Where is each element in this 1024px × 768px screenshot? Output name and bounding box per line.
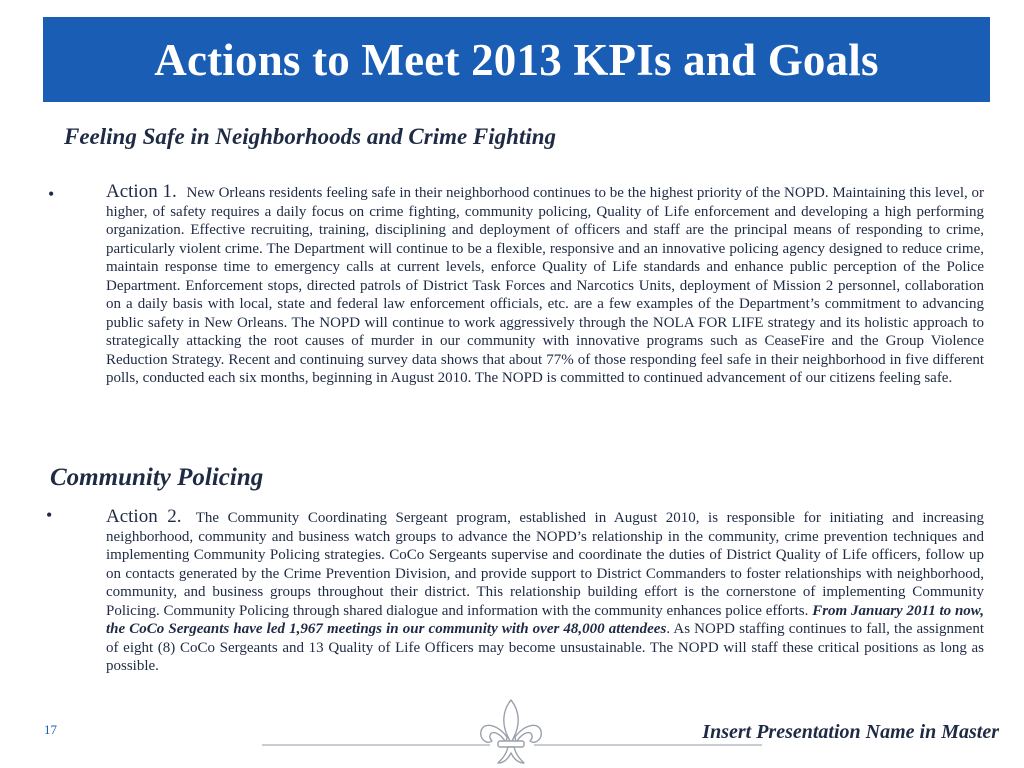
footer-rule-right <box>534 744 762 746</box>
action-2-emphasis: From January 2011 to now, the CoCo Sergeants have led 1,967 meetings in our community with over 48,000 attendees <box>106 602 985 637</box>
presentation-name: Insert Presentation Name in Master <box>702 721 999 743</box>
page-title: Actions to Meet 2013 KPIs and Goals <box>154 34 879 85</box>
action-2-text: The Community Coordinating Sergeant program, established in August 2010, is responsible for initiating and increasing neighborhood, community and business watch groups to advance the NOPD’s relationship in the community, crime prevention techniques and implementing Community Policing strategies. CoCo Sergeants supervise and coordinate the duties of District Quality of Life officers, follow up on contacts generated by the Crime Prevention Division, and provide support to District Commanders to foster relationships with neighborhood, community, and business groups throughout their district. This relationship building effort is the cornerstone of implementing Community Policing. Community Policing through shared dialogue and information with the community enhances police efforts. <box>106 510 984 619</box>
section-heading-community-policing: Community Policing <box>50 464 264 491</box>
action-2-text-after: . As NOPD staffing continues to fall, the assignment of eight (8) CoCo Sergeants and 13 Quality of Life Officers may become unsustainable. The NOPD will staff these critical positions as long as possible. <box>106 621 984 674</box>
action-1-paragraph <box>106 183 984 388</box>
page-number: 17 <box>44 722 57 737</box>
action-2-paragraph <box>106 508 984 676</box>
fleur-de-lis-icon <box>478 697 544 768</box>
section-heading-crime-fighting: Feeling Safe in Neighborhoods and Crime Fighting <box>64 124 557 149</box>
footer-rule-left <box>262 744 490 746</box>
action-2-label: Action 2. <box>106 506 182 527</box>
action-1-label: Action 1. <box>106 181 177 202</box>
action-1-text: New Orleans residents feeling safe in their neighborhood continues to be the highest priority of the NOPD. Maintaining this level, or higher, of safety requires a daily focus on crime fighting, community policing, Quality of Life enforcement and developing a high performing organization. Effective recruiting, training, disciplining and deployment of officers and staff are the principal means of responding to crime, particularly violent crime. The Department will continue to be a flexible, responsive and an innovative policing agency designed to reduce crime, maintain response time to emergency calls at current levels, enforce Quality of Life standards and enhance public perception of the Police Department. Enforcement stops, directed patrols of District Task Forces and Narcotics Units, deployment of Mission 2 personnel, collaboration on a daily basis with local, state and federal law enforcement officials, etc. are a few examples of the Department’s commitment to advancing public safety in New Orleans. The NOPD will continue to work aggressively through the NOLA FOR LIFE strategy and its holistic approach to strategically attacking the root causes of murder in our community with innovative programs such as CeaseFire and the Group Violence Reduction Strategy. Recent and continuing survey data shows that about 77% of those responding feel safe in their neighborhood in five different polls, conducted each six months, beginning in August 2010. The NOPD is committed to continued advancement of our citizens feeling safe. <box>106 185 985 386</box>
title-banner <box>43 17 990 102</box>
bullet-action-2: • <box>46 505 53 525</box>
bullet-action-1: • <box>48 184 55 204</box>
